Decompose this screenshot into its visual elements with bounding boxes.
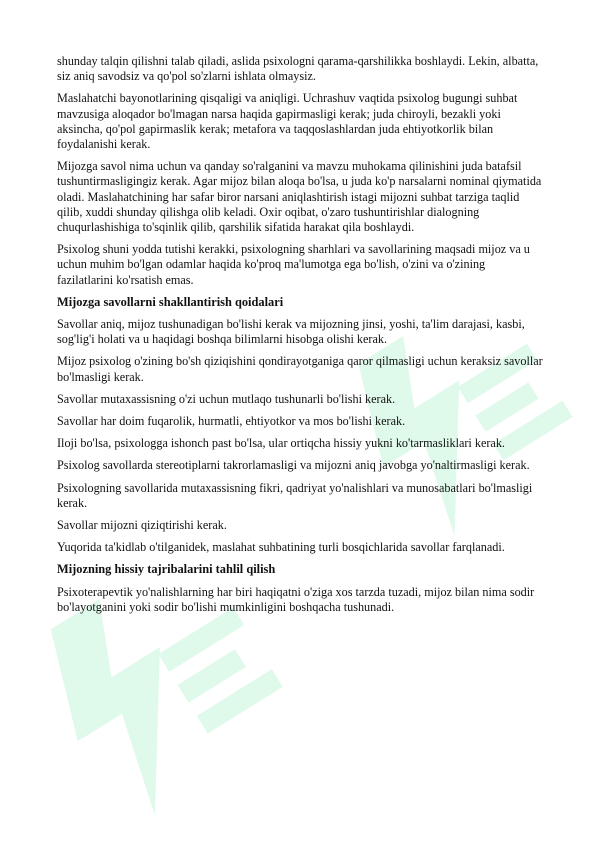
- paragraph: Yuqorida ta'kidlab o'tilganidek, maslahat suhbatining turli bosqichlarida savollar farqlanadi.: [57, 540, 505, 555]
- paragraph: shunday talqin qilishni talab qiladi, aslida psixologni qarama-qarshilikka boshlaydi. Lekin, albatta, siz aniq savodsiz va qo'pol so'zlarni ishlata olmaysiz.: [57, 54, 539, 84]
- paragraph: Psixolog shuni yodda tutishi kerakki, psixologning sharhlari va savollarining maqsadi mijoz va u uchun muhim bo'lgan odamlar haqida ko'proq ma'lumotga ega bo'lish, o'zini va o'zining fazilatlarini ko'rsatish emas.: [57, 242, 530, 287]
- paragraph: Savollar har doim fuqarolik, hurmatli, ehtiyotkor va mos bo'lishi kerak.: [57, 414, 406, 429]
- section-heading: Mijozning hissiy tajribalarini tahlil qilish: [57, 562, 276, 577]
- paragraph: Iloji bo'lsa, psixologga ishonch past bo'lsa, ular ortiqcha hissiy yukni ko'tarmasliklari kerak.: [57, 436, 505, 451]
- document-body: [57, 54, 543, 622]
- paragraph: Mijoz psixolog o'zining bo'sh qiziqishini qondirayotganiga qaror qilmasligi uchun keraksiz savollar bo'lmasligi kerak.: [57, 354, 543, 384]
- paragraph: Savollar aniq, mijoz tushunadigan bo'lishi kerak va mijozning jinsi, yoshi, ta'lim darajasi, kasbi, sog'lig'i holati va u haqidagi boshqa bilimlarni hisobga olishi kerak.: [57, 317, 525, 347]
- paragraph: Savollar mutaxassisning o'zi uchun mutlaqo tushunarli bo'lishi kerak.: [57, 391, 396, 406]
- paragraph: Savollar mijozni qiziqtirishi kerak.: [57, 518, 227, 533]
- paragraph: Maslahatchi bayonotlarining qisqaligi va aniqligi. Uchrashuv vaqtida psixolog bugungi suhbat mavzusiga aloqador bo'lmagan narsa haqida gapirmasligi kerak; juda chiroyli, bezakli yoki aksincha, qo'pol gapirmaslik kerak; metafora va taqqoslashlardan juda ehtiyotkorlik bilan foydalanishi kerak.: [57, 91, 518, 152]
- paragraph: Psixolog savollarda stereotiplarni takrorlamasligi va mijozni aniq javobga yo'naltirmasligi kerak.: [57, 458, 530, 473]
- paragraph: Mijozga savol nima uchun va qanday so'ralganini va mavzu muhokama qilinishini juda batafsil tushuntirmasligingiz kerak. Agar mijoz bilan aloqa bo'lsa, u juda ko'p narsalarni nominal qiymatida oladi. Maslahatchining har safar biror narsani aniqlashtirish istagi mijozni suhbat tarziga taqlid qilib, xuddi shunday qilishga olib keladi. Oxir oqibat, o'zaro tushuntirishlar dialogning chuqurlashishiga to'sqinlik qilib, qarshilik sifatida harakat qila boshlaydi.: [57, 159, 542, 235]
- section-heading: Mijozga savollarni shakllantirish qoidalari: [57, 294, 284, 309]
- paragraph: Psixologning savollarida mutaxassisning fikri, qadriyat yo'nalishlari va munosabatlari bo'lmasligi kerak.: [57, 480, 533, 510]
- paragraph: Psixoterapevtik yo'nalishlarning har biri haqiqatni o'ziga xos tarzda tuzadi, mijoz bilan nima sodir bo'layotganini yoki sodir bo'lishi mumkinligini boshqacha tushunadi.: [57, 584, 535, 614]
